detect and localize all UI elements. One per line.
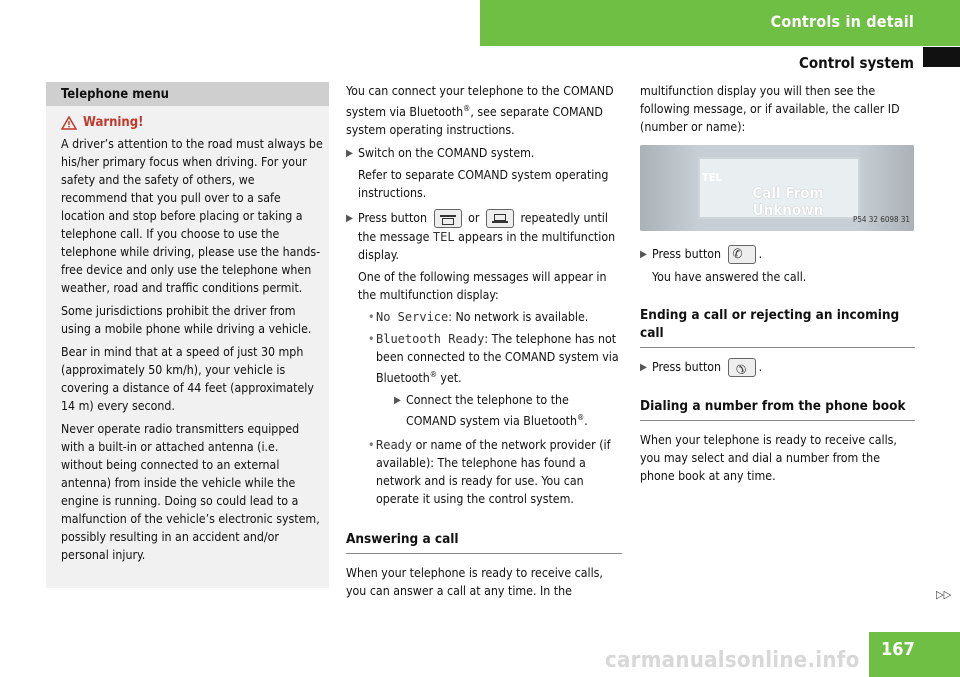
section-tab-marker <box>923 47 960 67</box>
step-arrow-icon: ▶ <box>346 213 353 225</box>
section-title: Controls in detail <box>770 12 914 31</box>
page-number: 167 <box>869 632 960 677</box>
image-reference-code: P54 32 6098 31 <box>853 215 910 224</box>
multifunction-display-image <box>640 145 914 231</box>
phone-book-heading: Dialing a number from the phone book <box>640 397 915 421</box>
instruction-step <box>640 245 915 290</box>
step-arrow-icon: ▶ <box>640 362 647 373</box>
middle-column <box>346 82 622 605</box>
message-item: • Bluetooth Ready: The telephone has not been connected to the COMAND system via Bluetooth® yet. <box>368 332 619 386</box>
watermark: carmanualsonline.info <box>605 648 860 673</box>
warning-panel <box>46 82 329 588</box>
sub-step: ▶ Connect the telephone to the COMAND system via Bluetooth®. <box>394 393 588 429</box>
warning-paragraph: Some jurisdictions prohibit the driver from using a mobile phone while driving a vehicle. <box>61 304 312 336</box>
message-item: • Ready or name of the network provider (if available): The telephone has found a network and is ready for use. You can operate it using the control system. <box>368 438 611 507</box>
step-text: Switch on the COMAND system. <box>358 146 535 161</box>
tel-message: TEL <box>432 230 455 245</box>
step-note: You have answered the call. <box>652 270 807 284</box>
warning-triangle-icon <box>61 116 77 130</box>
instruction-step <box>346 144 622 206</box>
step-note: Refer to separate COMAND system operating instructions. <box>358 168 609 201</box>
step-text: Press button ✆ . <box>652 247 763 262</box>
warning-paragraph: Bear in mind that at a speed of just 30 mph (approximately 50 km/h), your vehicle is covering a distance of 44 feet (approximately 14 m) every second. <box>61 345 314 413</box>
message-item: • No Service: No network is available. <box>368 310 589 325</box>
step-arrow-icon: ▶ <box>346 148 353 160</box>
next-display-button-icon <box>434 209 462 228</box>
warning-paragraph: Never operate radio transmitters equipped with a built-in or attached antenna (i.e. without being connected to an external antenna) from inside the vehicle while the engine is running. Doing so could lead to a malfunction of the vehicle’s electronic system, possibly resulting in an accident and/or personal injury. <box>61 422 320 562</box>
step-arrow-icon: ▶ <box>394 395 401 407</box>
warning-label: Warning! <box>83 115 144 130</box>
step-arrow-icon: ▶ <box>640 249 647 260</box>
instruction-step <box>640 358 915 381</box>
display-intro: multifunction display you will then see the following message, or if available, the caller ID (number or name): <box>640 84 900 134</box>
subsection-title: Control system <box>798 54 914 72</box>
end-call-button-icon: ✆ <box>728 358 756 377</box>
instruction-step <box>346 209 622 512</box>
previous-display-button-icon <box>486 209 514 228</box>
intro-paragraph: You can connect your telephone to the COMAND system via Bluetooth®, see separate COMAND system operating instructions. <box>346 84 614 138</box>
right-column <box>640 82 915 490</box>
answering-call-text: When your telephone is ready to receive calls, you can answer a call at any time. In the <box>346 566 603 599</box>
phone-book-text: When your telephone is ready to receive calls, you may select and dial a number from the phone book at any time. <box>640 433 897 483</box>
warning-heading <box>61 114 323 132</box>
continued-marker: ▷▷ <box>936 588 952 601</box>
panel-title: Telephone menu <box>46 82 329 106</box>
warning-paragraph: A driver’s attention to the road must always be his/her primary focus when driving. For your safety and the safety of others, we recommend that you pull over to a safe location and stop before placing or taking a telephone call. If you choose to use the telephone while driving, please use the hands-free device and only use the telephone when weather, road and traffic conditions permit. <box>61 137 323 295</box>
step-text: Press button or repeatedly until the message TEL appears in the multifunction display. <box>358 211 616 263</box>
display-tel-label: TEL <box>702 171 722 184</box>
display-call-text: Call From Unknown <box>752 184 824 219</box>
answer-call-button-icon: ✆ <box>728 245 756 264</box>
step-text: Press button ✆ . <box>652 359 763 378</box>
step-note: One of the following messages will appear in the multifunction display: <box>358 270 607 303</box>
ending-call-heading: Ending a call or rejecting an incoming call <box>640 306 915 348</box>
answering-call-heading: Answering a call <box>346 530 622 554</box>
